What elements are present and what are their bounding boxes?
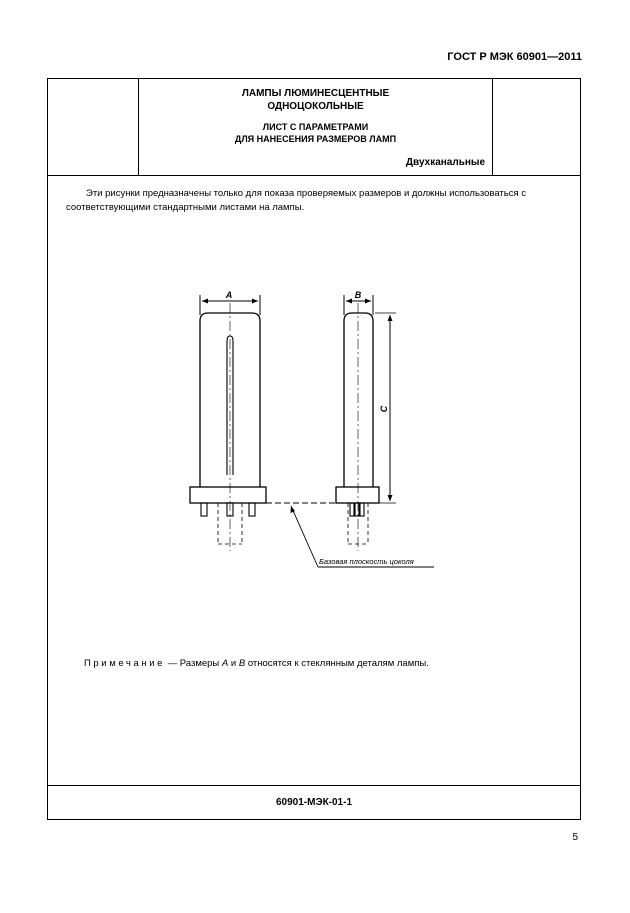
sheet-frame	[47, 78, 581, 820]
dim-c-label: C	[379, 405, 389, 413]
lamp-type: Двухканальные	[405, 157, 485, 168]
note-label: Примечание	[84, 658, 165, 669]
subtitle-line-1: ЛИСТ С ПАРАМЕТРАМИ	[262, 122, 369, 132]
note	[84, 658, 429, 669]
dim-a-arrow-left	[202, 299, 208, 304]
front-pin-1	[201, 503, 207, 516]
side-pin-1	[350, 503, 354, 516]
sheet-code: 60901-МЭК-01-1	[275, 797, 353, 808]
intro-paragraph: Эти рисунки предназначены только для показа проверяемых размеров и должны использоваться с соответствующими стандартными листами на лампы.	[66, 188, 527, 213]
dim-b-arrow-left	[346, 299, 352, 304]
reference-leader	[291, 506, 318, 567]
dim-b-label: B	[354, 290, 362, 300]
lamp-side-view	[336, 290, 396, 551]
lamp-front-view	[190, 290, 266, 551]
page-number: 5	[572, 832, 578, 843]
side-pin-2	[355, 503, 359, 516]
title-line-2: ОДНОЦОКОЛЬНЫЕ	[267, 101, 364, 112]
note-text-2: относятся к стеклянным деталям лампы.	[247, 658, 429, 669]
front-pin-3	[249, 503, 255, 516]
reference-plane-label: Базовая плоскость цоколя	[319, 557, 414, 566]
note-dash: —	[167, 658, 178, 669]
subtitle-line-2: ДЛЯ НАНЕСЕНИЯ РАЗМЕРОВ ЛАМП	[234, 134, 397, 144]
note-dim-a: A	[221, 658, 229, 669]
dim-c-arrow-bottom	[388, 495, 393, 501]
dim-a-arrow-right	[252, 299, 258, 304]
footer-divider	[48, 785, 580, 786]
lamp-drawing	[48, 79, 580, 819]
side-pin-3	[360, 503, 364, 516]
side-tube-outline	[344, 313, 373, 487]
reference-leader-arrow	[291, 506, 296, 513]
side-base	[336, 487, 379, 503]
note-text-1: Размеры	[179, 658, 220, 669]
title-line-1: ЛАМПЫ ЛЮМИНЕСЦЕНТНЫЕ	[241, 88, 390, 99]
note-and: и	[230, 658, 237, 669]
front-base	[190, 487, 266, 503]
note-dim-b: B	[238, 658, 246, 669]
standard-id: ГОСТ Р МЭК 60901—2011	[447, 51, 582, 63]
dim-b-arrow-right	[365, 299, 371, 304]
dim-a-label: A	[225, 290, 233, 300]
dim-c-arrow-top	[388, 315, 393, 321]
